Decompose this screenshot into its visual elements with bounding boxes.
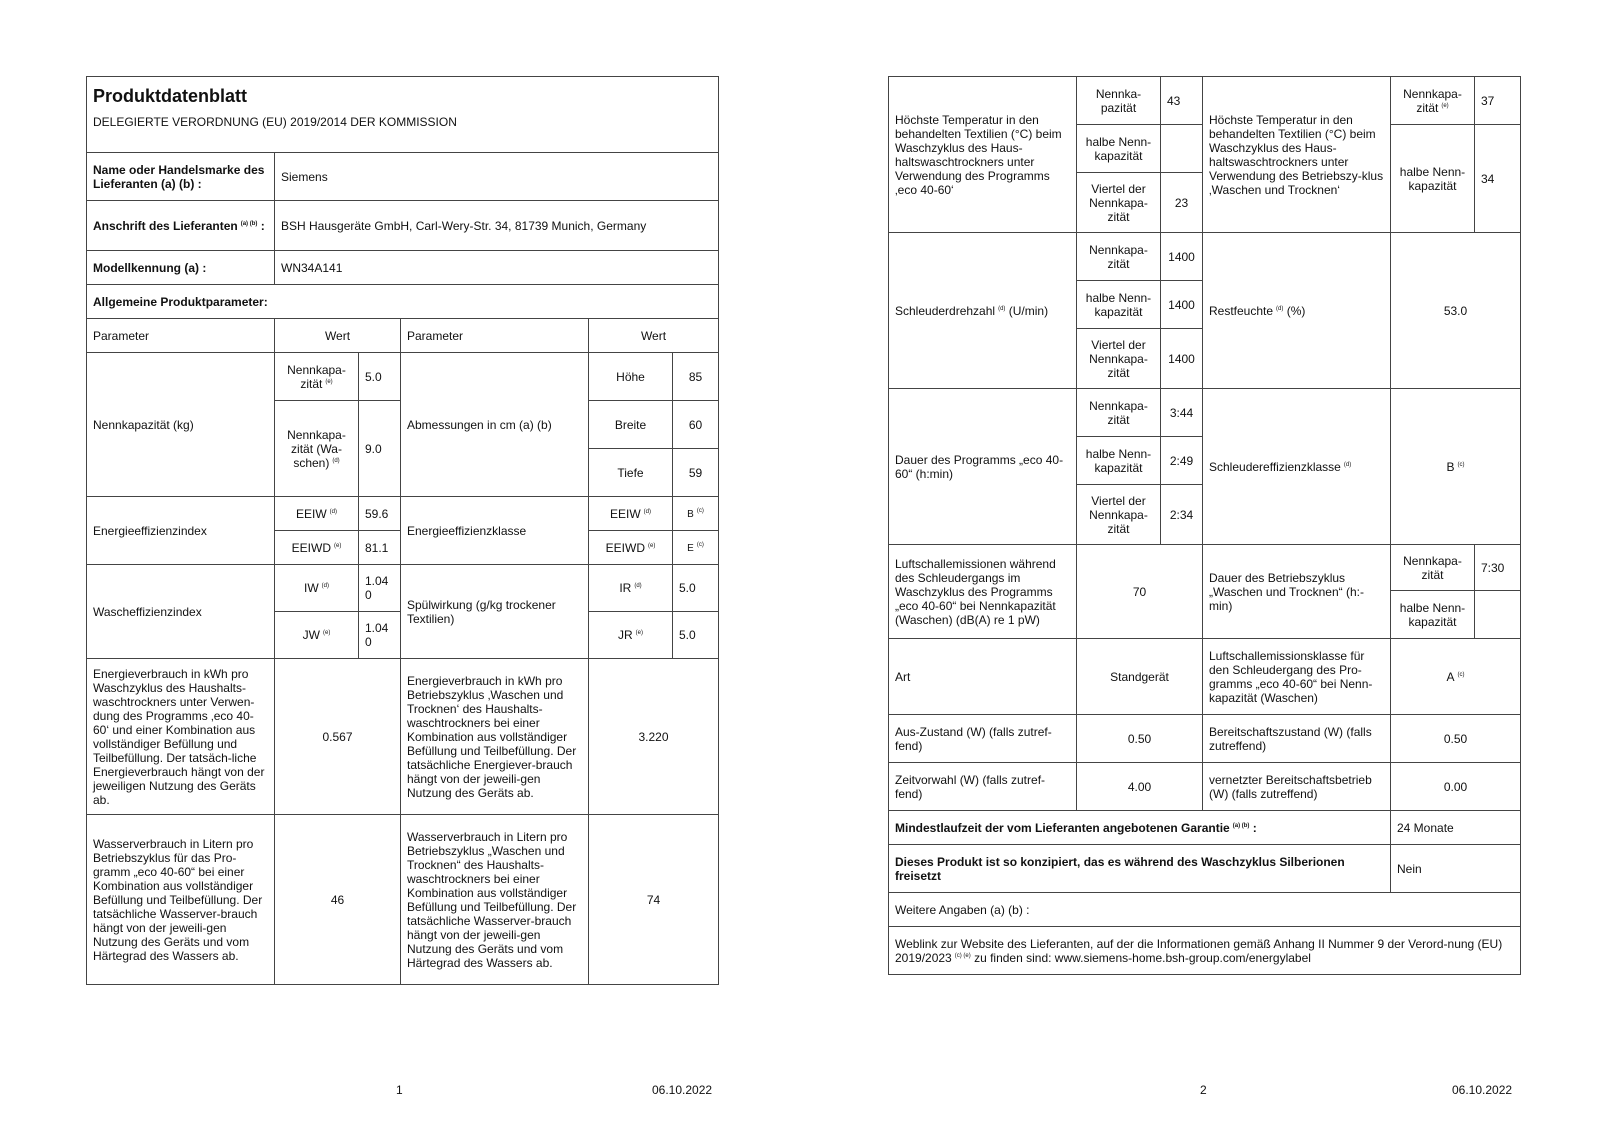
capacity-wasch-label: Nennkapa-zität (Wa-schen) $^{(d)}$ <box>275 401 359 497</box>
class-eeiw-label: EEIW $^{(d)}$ <box>589 497 673 531</box>
art-label: Art <box>889 639 1077 715</box>
page-1 <box>86 76 718 985</box>
water-cons-dry-label: Wasserverbrauch in Litern pro Betriebszyklus „Waschen und Trocknen“ des Haushalts-waschtrockners bei einer Kombination aus vollständiger Befüllung und Teilbefüllung. Der tatsächliche Wasserver-brauch hängt von der jeweili-gen Nutzung des Geräts und vom Härtegrad des Wassers ab. <box>401 815 589 985</box>
networked-standby-label: vernetzter Bereitschaftsbetrieb (W) (falls zutreffend) <box>1203 763 1391 811</box>
temp-viertel-label: Viertel der Nennkapa-zität <box>1077 173 1161 233</box>
delay-start-value: 4.00 <box>1077 763 1203 811</box>
duration-halb-label: halbe Nenn-kapazität <box>1077 437 1161 485</box>
energy-class-label: Energieeffizienzklasse <box>401 497 589 565</box>
supplier-label: Name oder Handelsmarke des Lieferanten (a) (b) : <box>87 153 275 201</box>
energy-cons-wash-label: Energieverbrauch in kWh pro Waschzyklus des Haushalts-waschtrockners unter Verwen-dung des Programms ‚eco 40-60‘ und einer Kombination aus vollständiger Befüllung und Teilbefüllung. Der tatsäch-liche Energieverbrauch hängt von der jeweiligen Nutzung des Geräts ab. <box>87 659 275 815</box>
energy-cons-wash-value: 0.567 <box>275 659 401 815</box>
temp-dry-nenn-value: 37 <box>1475 77 1521 125</box>
page-2 <box>888 76 1520 975</box>
temp-wash-label: Höchste Temperatur in den behandelten Textilien (°C) beim Waschzyklus des Haus-haltswaschtrockners unter Verwendung des Programms ‚eco 40-60‘ <box>889 77 1077 233</box>
cycle-duration-label: Dauer des Betriebszyklus „Waschen und Trocknen“ (h:-min) <box>1203 545 1391 639</box>
warranty-label: Mindestlaufzeit der vom Lieferanten angebotenen Garantie $^{(a) (b)}$ : <box>889 811 1391 845</box>
cycle-halb-value <box>1475 591 1521 639</box>
silver-ions-label: Dieses Produkt ist so konzipiert, das es während des Waschzyklus Silberionen freisetzt <box>889 845 1391 893</box>
spin-viertel-value: 1400 <box>1161 329 1203 389</box>
header-cell <box>87 77 719 153</box>
rest-moisture-label: Restfeuchte $^{(d)}$ (%) <box>1203 233 1391 389</box>
duration-nenn-value: 3:44 <box>1161 389 1203 437</box>
col-wert-header: Wert <box>275 319 401 353</box>
standby-value: 0.50 <box>1391 715 1521 763</box>
capacity-nenn-label: Nennkapa-zität $^{(e)}$ <box>275 353 359 401</box>
capacity-wasch-value: 9.0 <box>359 401 401 497</box>
eeiw-value: 59.6 <box>359 497 401 531</box>
noise-value: 70 <box>1077 545 1203 639</box>
capacity-nenn-value: 5.0 <box>359 353 401 401</box>
class-eeiwd-value: E $^{(c)}$ <box>673 531 719 565</box>
general-params-label: Allgemeine Produktparameter: <box>87 285 719 319</box>
temp-dry-label: Höchste Temperatur in den behandelten Textilien (°C) beim Waschzyklus des Haus-haltswaschtrockners unter Verwendung des Betriebszy-klus ‚Waschen und Trocknen‘ <box>1203 77 1391 233</box>
class-eeiw-value: B $^{(c)}$ <box>673 497 719 531</box>
temp-dry-halb-label: halbe Nenn-kapazität <box>1391 125 1475 233</box>
cycle-nenn-label: Nennkapa-zität <box>1391 545 1475 591</box>
footer-date-1: 06.10.2022 <box>652 1083 713 1097</box>
footer-page-number-1: 1 <box>396 1083 403 1097</box>
spin-viertel-label: Viertel der Nennkapa-zität <box>1077 329 1161 389</box>
temp-halb-value <box>1161 125 1203 173</box>
iw-label: IW $^{(d)}$ <box>275 565 359 612</box>
delay-start-label: Zeitvorwahl (W) (falls zutref-fend) <box>889 763 1077 811</box>
off-mode-label: Aus-Zustand (W) (falls zutref-fend) <box>889 715 1077 763</box>
more-info-label: Weitere Angaben (a) (b) : <box>889 893 1521 927</box>
wash-index-label: Wascheffizienzindex <box>87 565 275 659</box>
spin-halb-label: halbe Nenn-kapazität <box>1077 281 1161 329</box>
depth-label: Tiefe <box>589 449 673 497</box>
cycle-nenn-value: 7:30 <box>1475 545 1521 591</box>
temp-halb-label: halbe Nenn-kapazität <box>1077 125 1161 173</box>
water-cons-wash-value: 46 <box>275 815 401 985</box>
duration-nenn-label: Nennkapa-zität <box>1077 389 1161 437</box>
depth-value: 59 <box>673 449 719 497</box>
spin-nenn-label: Nennkapa-zität <box>1077 233 1161 281</box>
warranty-value: 24 Monate <box>1391 811 1521 845</box>
standby-label: Bereitschaftszustand (W) (falls zutreffend) <box>1203 715 1391 763</box>
jw-value: 1.040 <box>359 612 401 659</box>
temp-dry-nenn-label: Nennkapa-zität $^{(e)}$ <box>1391 77 1475 125</box>
jr-label: JR $^{(e)}$ <box>589 612 673 659</box>
product-datasheet-table-2 <box>888 76 1521 975</box>
spin-halb-value: 1400 <box>1161 281 1203 329</box>
address-value: BSH Hausgeräte GmbH, Carl-Wery-Str. 34, 81739 Munich, Germany <box>275 201 719 251</box>
rest-moisture-value: 53.0 <box>1391 233 1521 389</box>
temp-viertel-value: 23 <box>1161 173 1203 233</box>
off-mode-value: 0.50 <box>1077 715 1203 763</box>
spin-class-value: B $^{(c)}$ <box>1391 389 1521 545</box>
cycle-halb-label: halbe Nenn-kapazität <box>1391 591 1475 639</box>
capacity-label: Nennkapazität (kg) <box>87 353 275 497</box>
footer-page-number-2: 2 <box>1200 1083 1207 1097</box>
art-value: Standgerät <box>1077 639 1203 715</box>
width-label: Breite <box>589 401 673 449</box>
product-datasheet-table <box>86 76 719 985</box>
energy-index-label: Energieeffizienzindex <box>87 497 275 565</box>
height-label: Höhe <box>589 353 673 401</box>
page-title: Produktdatenblatt <box>93 86 248 106</box>
duration-label: Dauer des Programms „eco 40-60“ (h:min) <box>889 389 1077 545</box>
ir-label: IR $^{(d)}$ <box>589 565 673 612</box>
iw-value: 1.040 <box>359 565 401 612</box>
duration-viertel-value: 2:34 <box>1161 485 1203 545</box>
regulation-subtitle: DELEGIERTE VERORDNUNG (EU) 2019/2014 DER KOMMISSION <box>93 115 457 129</box>
weblink-url[interactable]: zu finden sind: www.siemens-home.bsh-group.com/energylabel <box>974 950 1311 965</box>
water-cons-dry-value: 74 <box>589 815 719 985</box>
class-eeiwd-label: EEIWD $^{(e)}$ <box>589 531 673 565</box>
temp-nenn-label: Nennka-pazität <box>1077 77 1161 125</box>
noise-class-label: Luftschallemissionsklasse für den Schleudergang des Pro-gramms „eco 40-60“ bei Nenn-kapazität (Waschen) <box>1203 639 1391 715</box>
address-label: Anschrift des Lieferanten $^{(a) (b)}$ : <box>87 201 275 251</box>
spin-nenn-value: 1400 <box>1161 233 1203 281</box>
model-value: WN34A141 <box>275 251 719 285</box>
duration-viertel-label: Viertel der Nennkapa-zität <box>1077 485 1161 545</box>
col-parameter-header-2: Parameter <box>401 319 589 353</box>
weblink-text: Weblink zur Website des Lieferanten, auf der die Informationen gemäß Anhang II Nummer 9 der Verord-nung (EU) 2019/2023 $^{(c) (e)}$ zu finden sind: www.siemens-home.bsh-group.com/energylabel <box>889 927 1521 975</box>
jr-value: 5.0 <box>673 612 719 659</box>
dimensions-label: Abmessungen in cm (a) (b) <box>401 353 589 497</box>
spin-class-label: Schleudereffizienzklasse $^{(d)}$ <box>1203 389 1391 545</box>
networked-standby-value: 0.00 <box>1391 763 1521 811</box>
height-value: 85 <box>673 353 719 401</box>
temp-dry-halb-value: 34 <box>1475 125 1521 233</box>
col-parameter-header: Parameter <box>87 319 275 353</box>
energy-cons-dry-value: 3.220 <box>589 659 719 815</box>
col-wert-header-2: Wert <box>589 319 719 353</box>
footer-date-2: 06.10.2022 <box>1452 1083 1513 1097</box>
ir-value: 5.0 <box>673 565 719 612</box>
noise-label: Luftschallemissionen während des Schleudergangs im Waschzyklus des Programms „eco 40-60“ bei Nennkapazität (Waschen) (dB(A) re 1 pW) <box>889 545 1077 639</box>
width-value: 60 <box>673 401 719 449</box>
model-label: Modellkennung (a) : <box>87 251 275 285</box>
supplier-value: Siemens <box>275 153 719 201</box>
silver-ions-value: Nein <box>1391 845 1521 893</box>
eeiwd-label: EEIWD $^{(e)}$ <box>275 531 359 565</box>
spin-label: Schleuderdrehzahl $^{(d)}$ (U/min) <box>889 233 1077 389</box>
eeiw-label: EEIW $^{(d)}$ <box>275 497 359 531</box>
duration-halb-value: 2:49 <box>1161 437 1203 485</box>
rinse-label: Spülwirkung (g/kg trockener Textilien) <box>401 565 589 659</box>
water-cons-wash-label: Wasserverbrauch in Litern pro Betriebszyklus für das Pro-gramm „eco 40-60“ bei einer Kombination aus vollständiger Befüllung und Teilbefüllung. Der tatsächliche Wasserver-brauch hängt von der jeweili-gen Nutzung des Geräts und vom Härtegrad des Wassers ab. <box>87 815 275 985</box>
energy-cons-dry-label: Energieverbrauch in kWh pro Betriebszyklus ‚Waschen und Trocknen‘ des Haushalts-waschtrockners bei einer Kombination aus vollständiger Befüllung und Teilbefüllung. Der tatsächliche Energiever-brauch hängt von der jeweili-gen Nutzung des Geräts ab. <box>401 659 589 815</box>
jw-label: JW $^{(e)}$ <box>275 612 359 659</box>
temp-nenn-value: 43 <box>1161 77 1203 125</box>
noise-class-value: A $^{(c)}$ <box>1391 639 1521 715</box>
eeiwd-value: 81.1 <box>359 531 401 565</box>
